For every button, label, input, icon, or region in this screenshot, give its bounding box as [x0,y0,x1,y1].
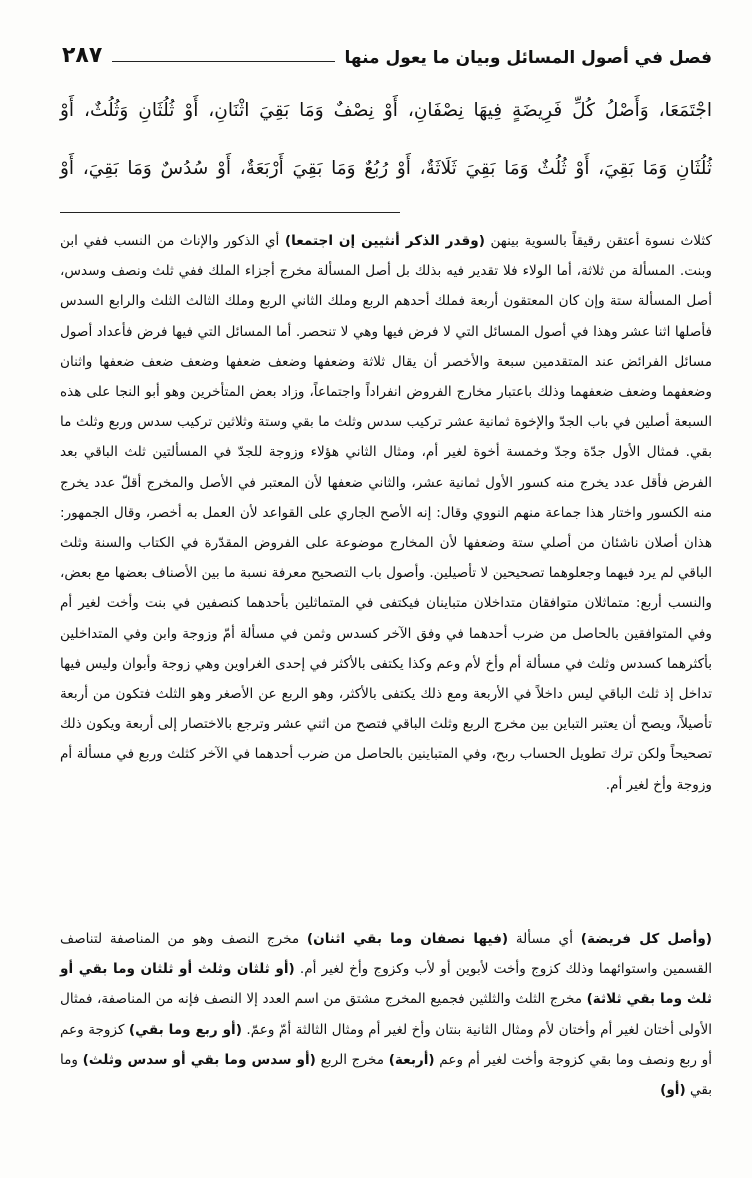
quoted-matn: (أو ربع وما بقي) [128,1021,242,1038]
page-header [62,38,712,68]
commentary-text: مخرج الربع [315,1051,389,1068]
commentary-paragraph [60,924,712,1105]
commentary-text: كزوجة وعم أو ربع ونصف وما بقي كزوجة وأخت لغير أم وعم [60,1021,713,1068]
main-text [60,82,712,198]
quoted-matn: (وأصل كل فريضة) [580,931,712,947]
quoted-matn: (أو) [660,1082,686,1099]
commentary-text: أي الذكور والإناث من النسب ففي ابن وبنت. المسألة من ثلاثة، أما الولاء فلا تقدير فيه بذلك بل أصل المسألة مخرج أجزاء الملك ففي ثلث ونصف وسدس، أصل المسألة ستة وإن كان المعتقون أربعة فملك أحدهم الربع وملك الثاني الربع وملك الثالث الثلث والرابع السدس فأصلها اثنا عشر وهذا في أصول المسائل التي لا فرض فيها وهي لا تنحصر. أما المسائل التي فيها فرض فأعداد أصول مسائل الفرائض عند المتقدمين سبعة والأخصر أن يقال ثلاثة وضعفها وضعف ضعفها وضعف ضعف ضعفها واثنان وضعفهما وضعف ضعفهما وذلك باعتبار مخارج الفروض انفراداً واجتماعاً، وزاد بعض المتأخرين وهو أبو النجا على هذه السبعة أصلين في باب الجدّ والإخوة ثمانية عشر تركيب سدس وثلث ما بقي وستة وثلاثين تركيب سدس وربع وثلث ما بقي. فمثال الأول جدّة وجدّ وخمسة أخوة لغير أم، ومثال الثاني هؤلاء وزوجة للجدّ في المسألتين ثلث الباقي بعد الفرض فأقل عدد يخرج منه كسور الأول ثمانية عشر، والثاني ضعفها لأن المعتبر في الأصل والمخرج أقلّ عدد يخرج منه الكسور واختار هذا جماعة منهم النووي وقال: إنه الأصح الجاري على القواعد لأن العمل به أخصر، وقال الجمهور: هذان أصلان ناشئان من أصلي ستة وضعفها لأن المخارج موضوعة على الفروض المقدّرة في الكتاب والسنة وثلث الباقي لم يرد فيهما وجعلوهما تصحيحين لا تأصيلين. وأصول باب التصحيح معرفة نسبة ما بين الأصناف بعضها مع بعض، والنسب أربع: متماثلان متوافقان متداخلان متباينان فيكتفى في المتماثلين بأحدهما كنصفين في بنت وأخت لغير أم وفي المتوافقين بالحاصل من ضرب أحدهما في وفق الآخر كسدس وثمن في مسألة أمّ وزوجة وابن وفي المتداخلين بأكثرهما كسدس وثلث في مسألة أم وأخ لأم وعم وكذا يكتفى بالأكثر في إحدى الغراوين وهي زوجة وأبوان وليس فيها تداخل إذ ثلث الباقي ليس داخلاً في الأربعة ومع ذلك يكتفى بالأكثر، وهو الربع عن الأصغر وهو الثلث فتكون من أربعة تأصيلاً، ويصح أن يعتبر التباين بين مخرج الربع وثلث الباقي فتصح من اثني عشر وترجع بالاختصار إلى أربعة ويكون ذلك تصحيحاً ولكن ترك تطويل الحساب ربح، وفي المتباينين بالحاصل من ضرب أحدهما في الآخر كثلث وربع في مسألة أم وزوجة وأخ لغير أم. [60,233,712,793]
quoted-matn: (أو سدس وما بقي أو سدس وثلث) [82,1051,316,1068]
commentary-text: كثلاث نسوة أعتقن رقيقاً بالسوية بينهن [484,233,712,249]
quoted-matn: (وقدر الذكر أنثيين إن اجتمعا) [284,233,485,249]
quoted-matn: (أو ثلثان وثلث أو ثلثان وما بقي أو ثلث وما بقي ثلاثة) [60,961,713,1008]
commentary-text: مخرج النصف وهو من المناصفة لتناصف القسمين واستوائهما وذلك كزوج وأخت لأبوين أو لأب وكزوج وأخ لغير أم. [60,931,712,978]
main-text-line: اجْتَمَعَا، وَأَصْلُ كُلِّ فَرِيضَةٍ فِيهَا نِصْفَانِ، أَوْ نِصْفٌ وَمَا بَقِيَ اثْنَانِ، أَوْ ثُلُثَانِ وَثُلُثٌ، أَوْ [60,100,712,121]
page-number: ٢٨٧ [62,43,103,68]
main-text-line: ثُلُثَانِ وَمَا بَقِيَ، أَوْ ثُلُثٌ وَمَا بَقِيَ ثَلَاثَةٌ، أَوْ رُبُعٌ وَمَا بَقِيَ أَرْبَعَةٌ، أَوْ سُدُسٌ وَمَا بَقِيَ، أَوْ [60,158,712,179]
chapter-title: فصل في أصول المسائل وبيان ما يعول منها [344,48,712,68]
quoted-matn: (أربعة) [388,1051,435,1068]
commentary-paragraph [60,226,712,800]
footnote-divider [60,212,400,213]
commentary-text: وما بقي [60,1051,712,1099]
commentary-block [60,924,712,1105]
commentary-text: أي مسألة [508,931,581,947]
commentary-block [60,226,712,800]
header-rule [112,61,334,62]
quoted-matn: (فيها نصفان وما بقي اثنان) [306,931,509,947]
commentary-text: مخرج الثلث والثلثين فجميع المخرج مشتق من اسم العدد إلا النصف فإنه من المناصفة، فمثال الأولى أختان لغير أم وأختان لأم ومثال الثانية بنتان وأخ لغير أم ومثال الثالثة أمّ وعمّ. [60,991,713,1038]
